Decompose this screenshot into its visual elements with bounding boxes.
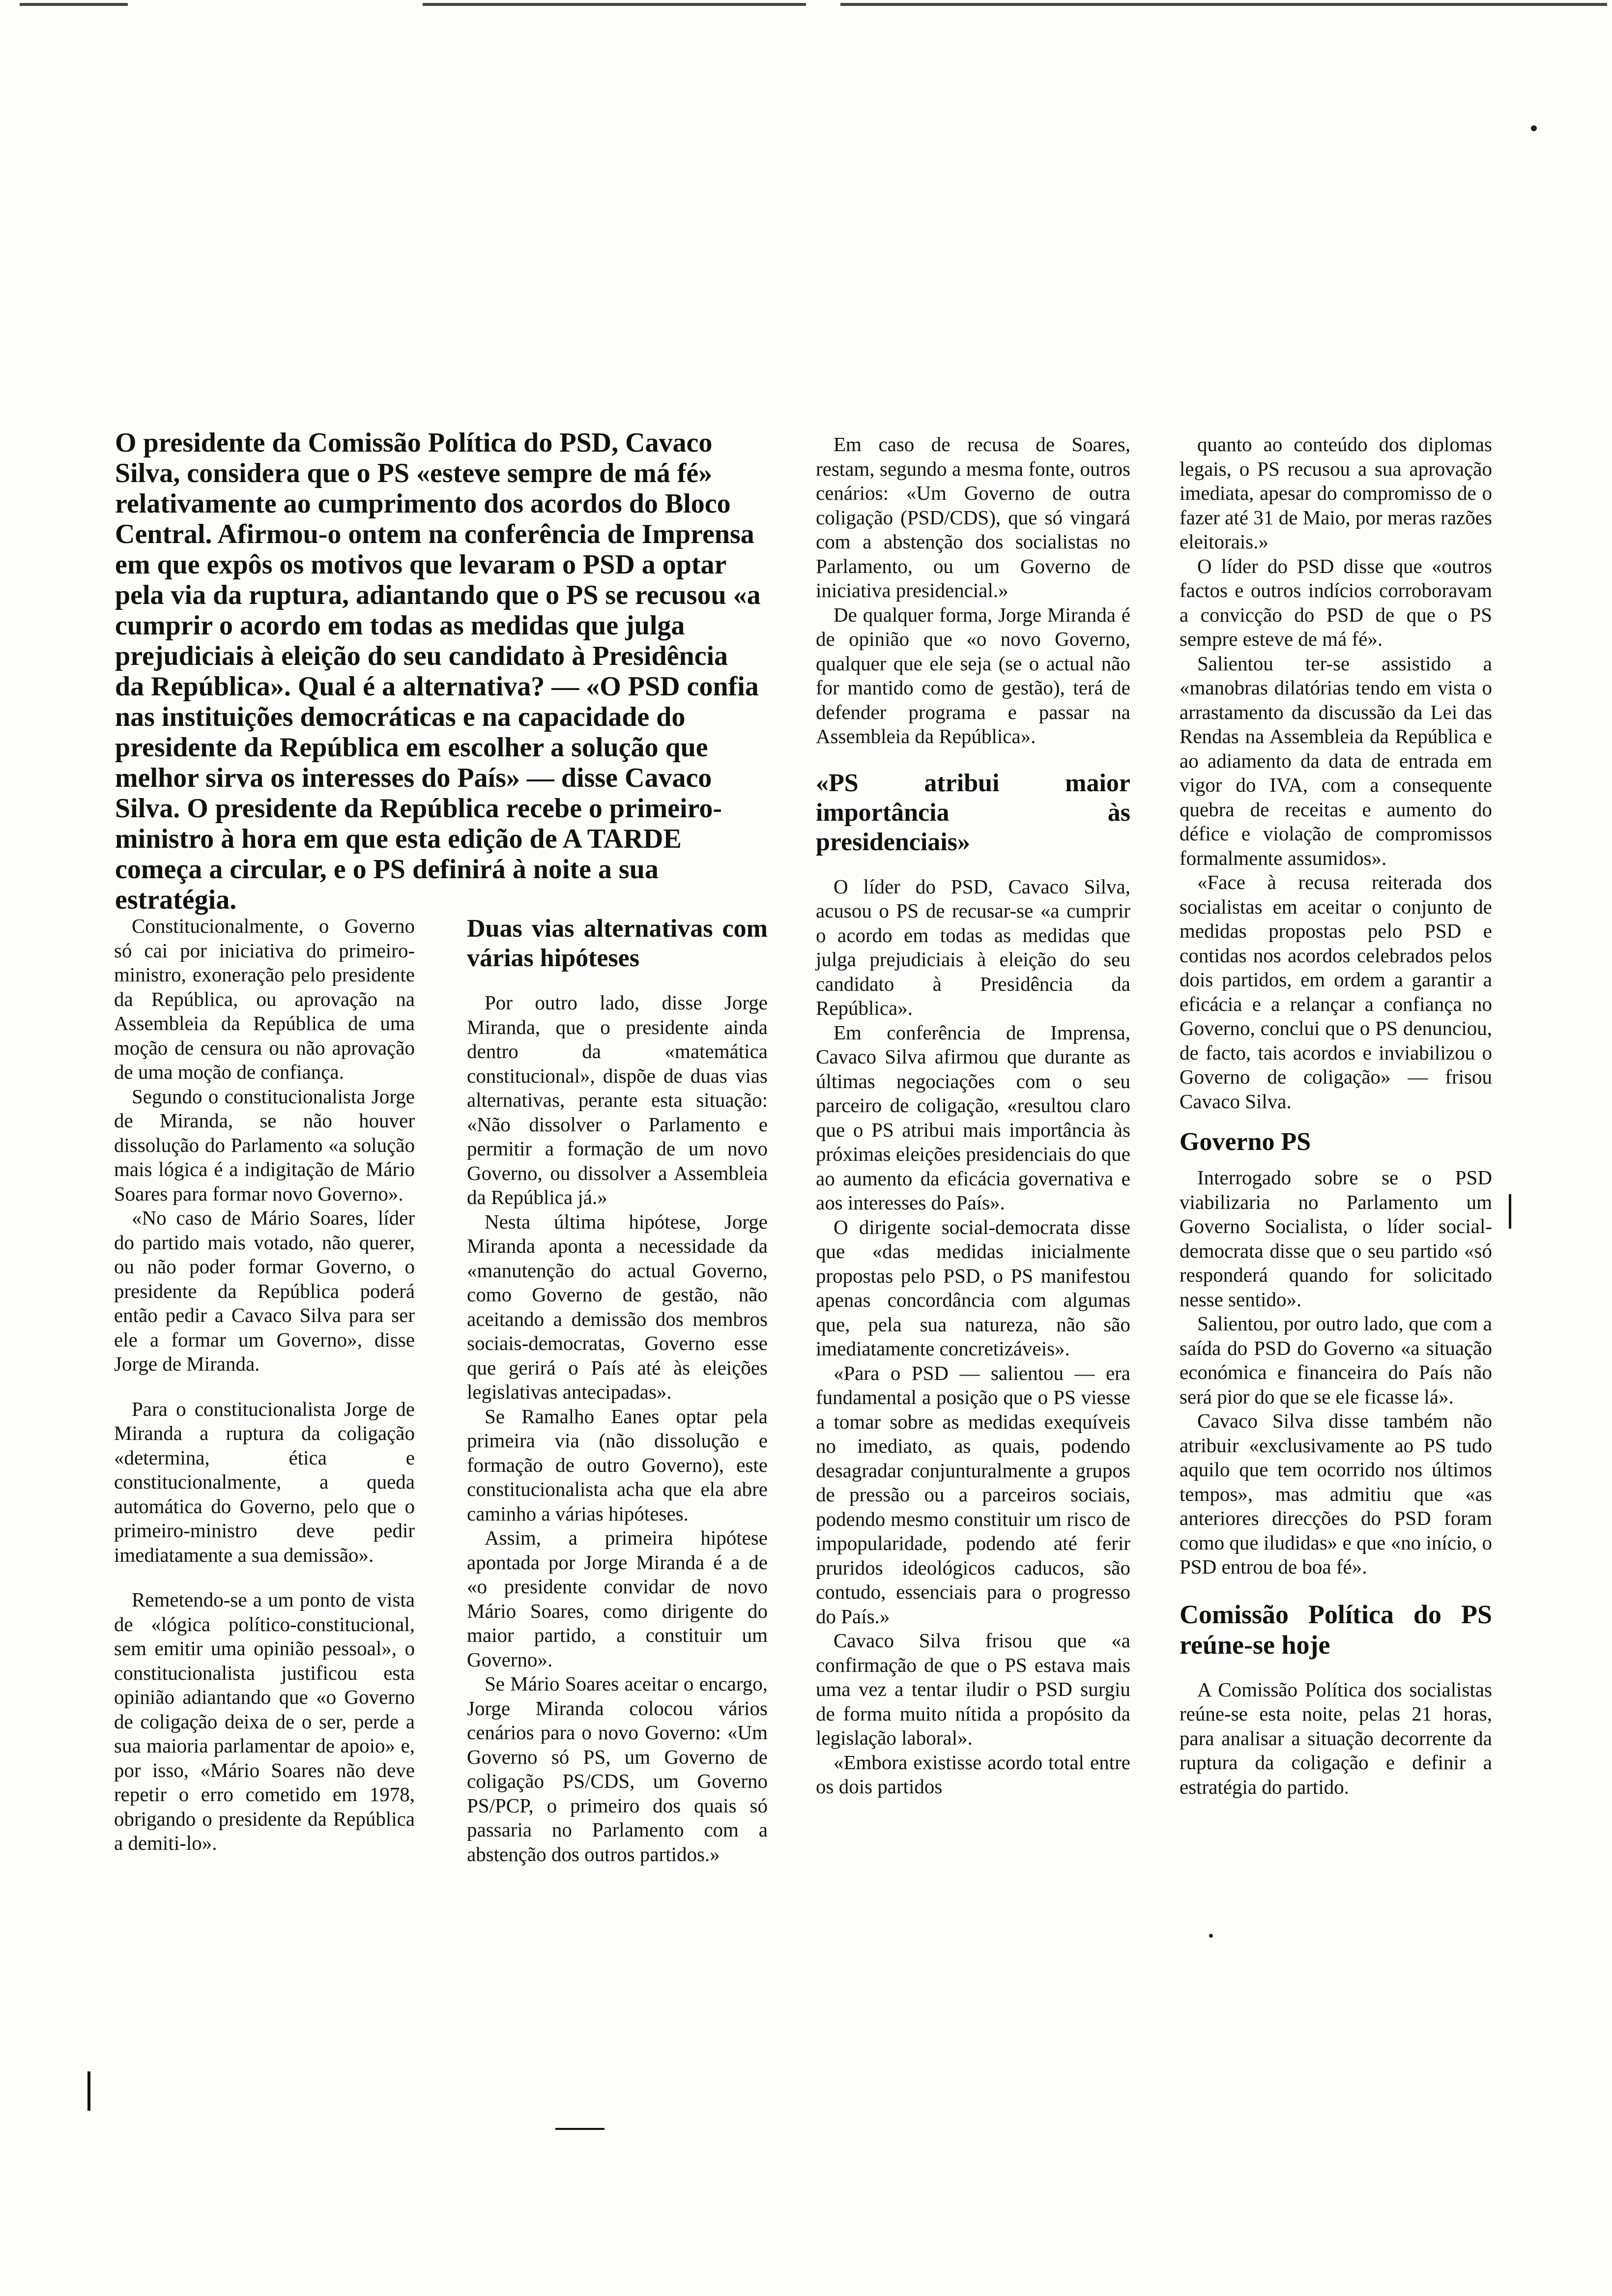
paragraph: Cavaco Silva disse também não atribuir «exclusivamente ao PS tudo aquilo que tem ocorrido nos últimos tempos», mas admitiu que «as anteriores direcções do PSD foram como que iludidas» e que «no início, o PSD entrou de boa fé». [1180, 1409, 1492, 1578]
paragraph: Em caso de recusa de Soares, restam, segundo a mesma fonte, outros cenários: «Um Governo de outra coligação (PSD/CDS), que só vingará com a abstenção dos socialistas no Parlamento, ou um Governo de iniciativa presidencial.» [816, 433, 1130, 602]
article-column-2 [467, 914, 768, 1866]
paragraph: «Para o PSD — salientou — era fundamental a posição que o PS viesse a tomar sobre as medidas exequíveis no imediato, as quais, podendo desagradar conjunturalmente a grupos de pressão ou a parceiros sociais, podendo mesmo constituir um risco de impopularidade, podendo até ferir pruridos ideológicos caducos, são contudo, essenciais para o progresso do País.» [816, 1361, 1130, 1628]
scan-edge-line [423, 3, 806, 6]
paragraph: Se Mário Soares aceitar o encargo, Jorge Miranda colocou vários cenários para o novo Governo: «Um Governo só PS, um Governo de coligação PS/CDS, um Governo PS/PCP, o primeiro dos quais só passaria no Parlamento com a abstenção dos outros partidos.» [467, 1672, 768, 1866]
section-heading: Comissão Política do PS reúne-se hoje [1180, 1599, 1492, 1660]
scan-edge-line [840, 3, 1607, 6]
paragraph: Constitucionalmente, o Governo só cai por iniciativa do primeiro-ministro, exoneração pelo presidente da República, ou aprovação na Assembleia da República de uma moção de censura ou não aprovação de uma moção de confiança. [114, 915, 415, 1083]
paragraph: Em conferência de Imprensa, Cavaco Silva afirmou que durante as últimas negociações com o seu parceiro de coligação, «resultou claro que o PS atribui mais importância às próximas eleições presidenciais do que ao aumento da eficácia governativa e aos interesses do País». [816, 1021, 1130, 1214]
paragraph: Cavaco Silva frisou que «a confirmação de que o PS estava mais uma vez a tentar iludir o PSD surgiu de forma muito nítida a propósito da legislação laboral». [816, 1629, 1130, 1749]
scan-speck [1209, 1934, 1213, 1938]
margin-mark [87, 2071, 90, 2111]
paragraph: Assim, a primeira hipótese apontada por Jorge Miranda é a de «o presidente convidar de novo Mário Soares, como dirigente do maior partido, a constituir um Governo». [467, 1526, 768, 1671]
scan-speck [1531, 125, 1537, 131]
paragraph: «No caso de Mário Soares, líder do partido mais votado, não querer, ou não poder formar Governo, o presidente da República poderá então pedir a Cavaco Silva para ser ele a formar um Governo», disse Jorge de Miranda. [114, 1206, 415, 1375]
paragraph: Interrogado sobre se o PSD viabilizaria no Parlamento um Governo Socialista, o líder social-democrata disse que o seu partido «só responderá quando for solicitado nesse sentido». [1180, 1166, 1492, 1311]
section-heading: Duas vias alternativas com várias hipóteses [467, 915, 768, 972]
paragraph: O líder do PSD, Cavaco Silva, acusou o PS de recusar-se «a cumprir o acordo em todas as medidas que julga prejudiciais à eleição do seu candidato à Presidência da República». [816, 875, 1130, 1019]
paragraph: De qualquer forma, Jorge Miranda é de opinião que «o novo Governo, qualquer que ele seja (se o actual não for mantido como de gestão), terá de defender programa e passar na Assembleia da República». [816, 603, 1130, 747]
margin-mark [1509, 1194, 1511, 1229]
scan-edge-line [20, 3, 128, 6]
paragraph: Salientou, por outro lado, que com a saída do PSD do Governo «a situação económica e financeira do País não será pior do que se ele ficasse lá». [1180, 1312, 1492, 1408]
section-heading: Governo PS [1180, 1128, 1311, 1156]
paragraph: Salientou ter-se assistido a «manobras dilatórias tendo em vista o arrastamento da discussão da Lei das Rendas na Assembleia da República e ao adiamento da data de entrada em vigor do IVA, com a consequente quebra de receitas e aumento do défice e violação de compromissos formalmente assumidos». [1180, 652, 1492, 869]
paragraph: O dirigente social-democrata disse que «das medidas inicialmente propostas pelo PSD, o PS manifestou apenas concordância com algumas que, pela sua natureza, não são imediatamente concretizáveis». [816, 1215, 1130, 1360]
paragraph: Se Ramalho Eanes optar pela primeira via (não dissolução e formação de outro Governo), este constitucionalista acha que ela abre caminho a várias hipóteses. [467, 1405, 768, 1525]
paragraph: Nesta última hipótese, Jorge Miranda aponta a necessidade da «manutenção do actual Governo, como Governo de gestão, não aceitando a demissão dos membros sociais-democratas, Governo esse que gerirá o País até às eleições legislativas antecipadas». [467, 1210, 768, 1403]
lead-paragraph: O presidente da Comissão Política do PSD, Cavaco Silva, considera que o PS «esteve sempre de má fé» relativamente ao cumprimento dos acordos do Bloco Central. Afirmou-o ontem na conferência de Imprensa em que expôs os motivos que levaram o PSD a optar pela via da ruptura, adiantando que o PS se recusou «a cumprir o acordo em todas as medidas que julga prejudiciais à eleição do seu candidato à Presidência da República». Qual é a alternativa? — «O PSD confia nas instituições democráticas e na capacidade do presidente da República em escolher a solução que melhor sirva os interesses do País» — disse Cavaco Silva. O presidente da República recebe o primeiro-ministro à hora em que esta edição de A TARDE começa a circular, e o PS definirá à noite a sua estratégia. [115, 428, 761, 915]
article-column-4 [1180, 432, 1492, 1799]
paragraph: Segundo o constitucionalista Jorge de Miranda, se não houver dissolução do Parlamento «a solução mais lógica é a indigitação de Mário Soares para formar novo Governo». [114, 1085, 415, 1205]
paragraph: A Comissão Política dos socialistas reúne-se esta noite, pelas 21 horas, para analisar a situação decorrente da ruptura da coligação e definir a estratégia do partido. [1180, 1678, 1492, 1798]
paragraph: O líder do PSD disse que «outros factos e outros indícios corroboravam a convicção do PSD de que o PS sempre esteve de má fé». [1180, 554, 1492, 650]
paragraph: Para o constitucionalista Jorge de Miranda a ruptura da coligação «determina, ética e constitucionalmente, a queda automática do Governo, pelo que o primeiro-ministro deve pedir imediatamente a sua demissão». [114, 1397, 415, 1566]
paragraph: Remetendo-se a um ponto de vista de «lógica político-constitucional, sem emitir uma opinião pessoal», o constitucionalista justificou esta opinião adiantando que «o Governo de coligação deixa de o ser, perde a sua maioria parlamentar de apoio» e, por isso, «Mário Soares não deve repetir o erro cometido em 1978, obrigando o presidente da República a demiti-lo». [114, 1588, 415, 1854]
column-end-rule [555, 2128, 604, 2130]
paragraph: Por outro lado, disse Jorge Miranda, que o presidente ainda dentro da «matemática constitucional», dispõe de duas vias alternativas, perante esta situação: «Não dissolver o Parlamento e permitir a formação de um novo Governo, ou dissolver a Assembleia da República já.» [467, 991, 768, 1208]
paragraph: «Face à recusa reiterada dos socialistas em aceitar o conjunto de medidas propostas pelo PSD e contidas nos acordos celebrados pelos dois partidos, em ordem a garantir a eficácia e a relançar a confiança no Governo, conclui que o PS denunciou, de facto, tais acordos e inviabilizou o Governo de coligação» — frisou Cavaco Silva. [1180, 871, 1492, 1113]
article-column-3 [816, 432, 1130, 1799]
paragraph: «Embora existisse acordo total entre os dois partidos [816, 1751, 1130, 1798]
paragraph: quanto ao conteúdo dos diplomas legais, o PS recusou a sua aprovação imediata, apesar do compromisso de o fazer até 31 de Maio, por meras razões eleitorais.» [1180, 433, 1492, 553]
article-column-1 [114, 914, 415, 1856]
section-heading: «PS atribui maior importância às presidenciais» [816, 769, 1130, 856]
